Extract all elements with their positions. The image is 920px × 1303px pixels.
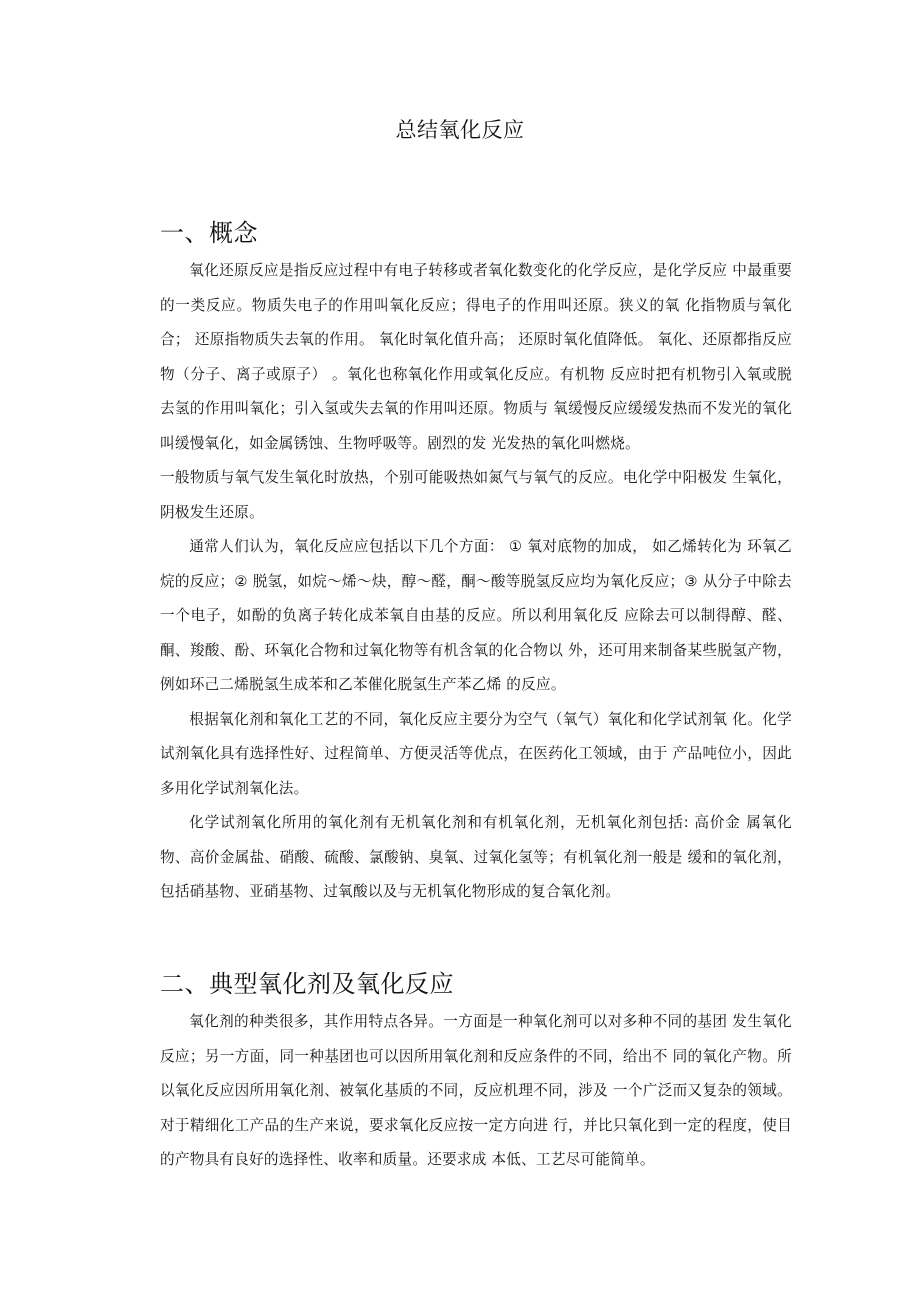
paragraph: 通常人们认为，氧化反应应包括以下几个方面： ① 氧对底物的加成， 如乙烯转化为 环氧乙烷的反应；② 脱氢，如烷～烯～炔，醇～醛，酮～酸等脱氢反应均为氧化反应；③ 从分子中除去一个电子，如酚的负离子转化成苯氧自由基的反应。所以利用氧化反 应除去可以制得醇、醛、酮、羧酸、酚、环氧化合物和过氧化物等有机含氧的化合物以 外，还可用来制备某些脱氢产物，例如环己二烯脱氢生成苯和乙苯催化脱氢生产苯乙烯 的反应。 <box>160 538 792 693</box>
paragraph: 根据氧化剂和氧化工艺的不同，氧化反应主要分为空气（氧气）氧化和化学试剂氧 化。化学试剂氧化具有选择性好、过程简单、方便灵活等优点，在医药化工领域，由于 产品吨位小，因此多用化学试剂氧化法。 <box>160 710 792 797</box>
paragraph: 氧化还原反应是指反应过程中有电子转移或者氧化数变化的化学反应，是化学反应 中最重要的一类反应。物质失电子的作用叫氧化反应；得电子的作用叫还原。狭义的氧 化指物质与氧化合； 还原指物质失去氧的作用。 氧化时氧化值升高； 还原时氧化值降低。 氧化、还原都指反应物（分子、离子或原子） 。氧化也称氧化作用或氧化反应。有机物 反应时把有机物引入氧或脱去氢的作用叫氧化；引入氢或失去氧的作用叫还原。物质与 氧缓慢反应缓缓发热而不发光的氧化叫缓慢氧化，如金属锈蚀、生物呼吸等。剧烈的发 光发热的氧化叫燃烧。 <box>160 262 792 452</box>
paragraph: 一般物质与氧气发生氧化时放热，个别可能吸热如氮气与氧气的反应。电化学中阳极发 生氧化，阴极发生还原。 <box>160 469 792 521</box>
paragraph: 氧化剂的种类很多，其作用特点各异。一方面是一种氧化剂可以对多种不同的基团 发生氧化反应；另一方面，同一种基团也可以因所用氧化剂和反应条件的不同，给出不 同的氧化产物。所以氧化反应因所用氧化剂、被氧化基质的不同，反应机理不同，涉及 一个广泛而又复杂的领域。对于精细化工产品的生产来说，要求氧化反应按一定方向进 行，并比只氧化到一定的程度，使目的产物具有良好的选择性、收率和质量。还要求成 本低、工艺尽可能简单。 <box>160 1013 792 1168</box>
document-title: 总结氧化反应 <box>395 118 525 142</box>
section-body-concept <box>160 254 792 910</box>
section-heading-typical-oxidants: 二、典型氧化剂及氧化反应 <box>160 970 454 998</box>
section-heading-concept: 一、概念 <box>160 219 258 247</box>
section-body-typical-oxidants <box>160 1005 792 1178</box>
paragraph: 化学试剂氧化所用的氧化剂有无机氧化剂和有机氧化剂，无机氧化剂包括: 高价金 属氧化物、高价金属盐、硝酸、硫酸、氯酸钠、臭氧、过氧化氢等；有机氧化剂一般是 缓和的氧化剂，包括硝基物、亚硝基物、过氧酸以及与无机氧化物形成的复合氧化剂。 <box>160 814 792 900</box>
